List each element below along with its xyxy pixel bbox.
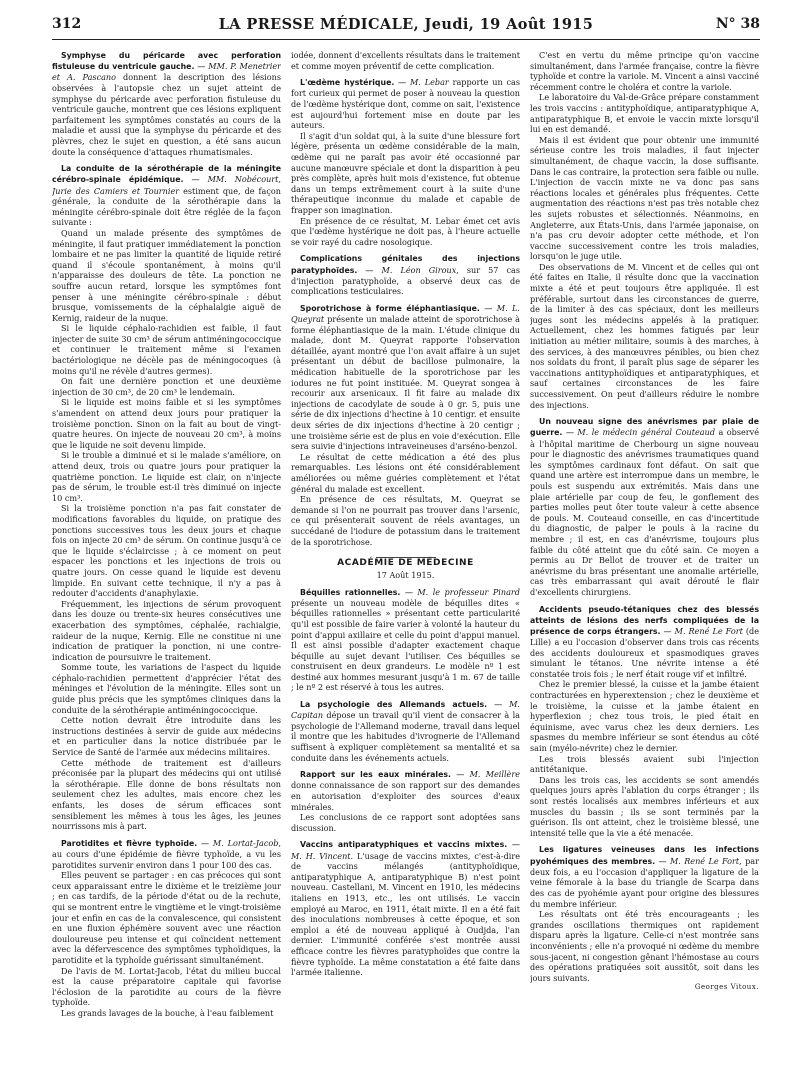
paragraph-text: C'est en vertu du même principe qu'on vaccine simultanément, dans l'armée française, contre la fièvre typhoïde et contre la variole. M. Vincent a ainsi vacciné récemment contre le choléra et contre la variole. xyxy=(530,50,759,92)
article-paragraph xyxy=(291,769,520,812)
body-paragraph xyxy=(52,450,281,503)
body-paragraph xyxy=(52,715,281,757)
article-author: — M. Meillère xyxy=(451,769,520,780)
body-paragraph xyxy=(52,758,281,832)
paragraph-text: En présence de ce résultat, M. Lebar émet cet avis que l'œdème hystérique ne doit pas, à l'heure actuelle se voir rayé du cadre nosologique. xyxy=(291,215,520,247)
paragraph-text: Le laboratoire du Val-de-Grâce prépare constamment les trois vaccins : antityphoïdique, antiparatyphique A, antiparatyphique B, et envoie le vaccin mixte lorsqu'il lui en est demandé. xyxy=(530,92,759,135)
article-paragraph xyxy=(52,50,281,157)
body-paragraph xyxy=(52,503,281,598)
article-heading: Les ligatures veineuses dans les infections pyohémiques des membres. xyxy=(530,845,759,866)
body-paragraph xyxy=(52,1008,281,1019)
paragraph-text: Si le trouble a diminué et si le malade s'améliore, on attend deux, trois ou quatre jours pour pratiquer la quatrième ponction. Le liquide est clair, on n'injecte pas de sérum, le trouble est-il très diminué on injecte 10 cm³. xyxy=(52,450,281,503)
article-paragraph xyxy=(291,587,520,694)
paragraph-text: Mais il est évident que pour obtenir une immunité sérieuse contre les trois maladies, il faut injecter simultanément, de chaque vaccin, la dose suffisante. Dans le cas contraire, la protection sera faible ou nulle. L'injection de vaccin mixte ne va donc pas sans réactions locales et générales plus fréquentes. Cette augmentation des réactions n'est pas très notable chez les sujets robustes et sélectionnés. Néanmoins, en Angleterre, aux États-Unis, dans l'armée japonaise, on n'a pas cru devoir adopter cette méthode, et l'on vaccine successivement contre les trois maladies, lorsqu'on le juge utile. xyxy=(530,134,759,262)
section-heading: ACADÉMIE DE MÉDECINE xyxy=(337,558,474,569)
article-author: — M. le professeur Pinard xyxy=(400,586,520,597)
article-paragraph xyxy=(530,844,759,909)
body-paragraph xyxy=(52,228,281,323)
body-paragraph xyxy=(530,262,759,410)
paragraph-text: Les résultats ont été très encourageants ; les grandes oscillations thermiques ont rapidement disparu après la ligature. Celle-ci n'est montrée sans inconvénients ; elle n'a provoqué ni œdème du membre sous-jacent, ni congestion gênant l'hémostase au cours des opérations pratiquées soit aussitôt, soit dans les jours suivants. xyxy=(530,909,759,983)
article-heading: Parotidites et fièvre typhoïde. xyxy=(61,838,198,848)
body-paragraph xyxy=(52,376,281,397)
paragraph-text: On fait une dernière ponction et une deuxième injection de 30 cm³, de 20 cm³ le lendemain. xyxy=(52,376,281,397)
paragraph-text: Fréquemment, les injections de sérum provoquent dans les douze ou trente-six heures consécutives une exacerbation des symptômes, céphalée, rachialgie, raideur de la nuque, Kernig. Elle ne constitue ni une indication de pratiquer la ponction, ni une contre-indication de poursuivre le traitement. xyxy=(52,598,281,662)
paragraph-text: Elles peuvent se partager : en cas précoces qui sont ceux apparaissant entre le dixième et le treizième jour ; en cas tardifs, de la période d'état ou de la rechute, qui se montrent entre le vingtième et le vingt-troisième jour et enfin en cas de la convalescence, qui consistent en une fluxion éphémère souvent avec une réaction douloureuse peu intense et qui coïncident nettement avec la défervescence des symptômes typhoïdiques, la parotidite et la typhoïde guérissant simultanément. xyxy=(52,870,281,965)
header-rule xyxy=(52,39,760,40)
paragraph-text: donne connaissance de son rapport sur des demandes en autorisation d'exploiter des sources d'eaux minérales. xyxy=(291,780,520,812)
body-paragraph xyxy=(291,494,520,547)
article-author: — M. René Le Fort xyxy=(660,625,743,636)
article-paragraph xyxy=(291,253,520,297)
article-heading: Accidents pseudo-tétaniques chez des blessés atteints de lésions des nerfs compliquées de la présence de corps étrangers. xyxy=(530,604,759,636)
paragraph-text: Chez le premier blessé, la cuisse et la jambe étaient contracturées en hyperextension ; chez le deuxième et le troisième, la cuisse et la jambe étaient en hyperflexion ; chez tous trois, le pied était en équinisme, avec varus chez les deux derniers. Les spasmes du membre inférieur se sont étendus au côté sain (myélo-névrite) chez le dernier. xyxy=(530,679,759,754)
article-heading: L'œdème hystérique. xyxy=(300,78,395,88)
article-heading: Un nouveau signe des anévrismes par plaie de guerre. xyxy=(530,417,759,438)
article-heading: Béquilles rationnelles. xyxy=(300,587,401,597)
body-paragraph xyxy=(530,679,759,753)
paragraph-text: présente un nouveau modèle de béquilles dites « béquilles rationnelles » présentant cette particularité qu'il est possible de faire varier à volonté la hauteur du point d'appui axillaire et celle du point d'appui manuel. Il est ainsi possible d'adapter exactement chaque béquille au sujet devant l'utiliser. Ces béquilles se construisent en deux grandeurs. Le modèle nº 1 est destiné aux hommes mesurant jusqu'à 1 m. 67 de taille ; le nº 2 est réservé à tous les autres. xyxy=(291,597,520,693)
paragraph-text: Si le liquide céphalo-rachidien est faible, il faut injecter de suite 30 cm³ de sérum antiméningococcique et continuer le traitement même si l'examen bactériologique ne décèle pas de méningocoques (à moins qu'il ne révèle d'autres germes). xyxy=(52,323,281,376)
body-paragraph xyxy=(52,966,281,1008)
paragraph-text: Somme toute, les variations de l'aspect du liquide céphalo-rachidien permettent d'apprécier l'état des méninges et l'évolution de la méningite. Elles sont un guide plus précis que les symptômes cliniques dans la conduite de la sérothérapie antiméningococcique. xyxy=(52,662,281,715)
article-author: — M. Capitan xyxy=(291,699,520,721)
body-paragraph xyxy=(530,135,759,262)
article-columns xyxy=(52,50,760,1076)
article-heading: Complications génitales des injections paratyphoïdes. xyxy=(291,254,520,275)
paragraph-text: (de Lille) a eu l'occasion d'observer dans trois cas récents des accidents douloureux et spasmodiques graves simulant le tétanos. Une névrite intense a été constatée trois fois ; le nerf était rouge vif et infiltré. xyxy=(530,625,759,679)
paragraph-text: a observé à l'hôpital maritime de Cherbourg un signe nouveau pour le diagnostic des anévrismes traumatiques quand les symptômes cardinaux font défaut. On sait que quand une artère est interrompue dans un membre, le pouls est suspendu aux extrémités. Mais dans une plaie artérielle par coup de feu, le gonflement des parties molles peut ôter toute valeur à cette absence de pouls. M. Couteaud conseille, en cas d'incertitude du diagnostic, de palper le pouls à la racine du membre ; il est, en cas d'anévrisme, toujours plus faible du côté atteint que du côté sain. Ce moyen a permis au Dr Bellot de trouver et de traiter un anévrisme du bras présentant une anomalie artérielle, cas très embarrassant qui avait dérouté le flair d'excellents chirurgiens. xyxy=(530,427,759,597)
paragraph-text: dépose un travail qu'il vient de consacrer à la psychologie de l'Allemand moderne, travail dans lequel il montre que les habitudes d'ivrognerie de l'Allemand suffisent à expliquer complètement sa mentalité et sa conduite dans les événements actuels. xyxy=(291,710,520,763)
author-signature: Georges Vitoux. xyxy=(694,983,759,992)
body-paragraph xyxy=(291,216,520,248)
column-1 xyxy=(52,50,281,1076)
article-heading: Vaccins antiparatyphiques et vaccins mixtes. xyxy=(300,840,508,850)
body-paragraph xyxy=(530,50,759,92)
column-2 xyxy=(291,50,520,1076)
issue-number: N° 38 xyxy=(715,16,760,32)
paragraph-text: Cette méthode de traitement est d'ailleurs préconisée par la plupart des médecins qui ont utilisé la sérothérapie. Elle donne de bons résultats non seulement chez les adultes, mais encore chez les enfants, les doses de sérum efficaces sont sensiblement les mêmes à tous les âges, les jeunes nourrissons mis à part. xyxy=(52,757,281,832)
paragraph-text: rapporte un cas fort curieux qui permet de poser à nouveau la question de l'œdème hystérique dont, comme on sait, l'existence est aujourd'hui fortement mise en doute par les auteurs. xyxy=(291,77,520,131)
paragraph-text: par deux fois, a eu l'occasion d'appliquer la ligature de la veine fémorale à la base du triangle de Scarpa dans des cas de pyohémie ayant pour origine des blessures du membre inférieur. xyxy=(530,855,759,909)
article-author: — M. le médecin général Couteaud xyxy=(562,427,716,438)
paragraph-text: Dans les trois cas, les accidents se sont amendés quelques jours après l'ablation du corps étranger ; ils sont restés localisés aux membres inférieurs et aux muscles du bassin ; ils se sont terminés par la guérison. Ils ont atteint, chez le troisième blessé, une intensité telle que la vie a été menacée. xyxy=(530,774,759,838)
paragraph-text: En présence de ces résultats, M. Queyrat se demande si l'on ne pourrait pas trouver dans l'arsenic, ce qui présenterait souvent de réels avantages, un succédané de l'iodure de potassium dans le traitement de la sporotrichose. xyxy=(291,494,520,547)
paragraph-text: Quand un malade présente des symptômes de méningite, il faut pratiquer immédiatement la ponction lombaire et ne pas limiter la quantité de liquide retiré quand il s'écoule spontanément, à moins qu'il n'apparaisse des douleurs de tête. La ponction ne souffre aucun retard, lorsque les symptômes font penser à une méningite cérébro-spinale : début brusque, vomissements de la céphalalgie aiguë de Kernig, raideur de la nuque. xyxy=(52,227,281,323)
article-paragraph xyxy=(291,303,520,452)
article-heading: Symphyse du péricarde avec perforation fistuleuse du ventricule gauche. xyxy=(52,51,281,72)
article-heading: La psychologie des Allemands actuels. xyxy=(300,700,488,710)
article-author: — MM. P. Menetrier et A. Pascano xyxy=(52,61,281,83)
body-paragraph xyxy=(52,323,281,376)
article-heading: La conduite de la sérothérapie de la méningite cérébro-spinale épidémique. xyxy=(52,164,281,185)
paragraph-text: Cette notion devrait être introduite dans les instructions destinées à servir de guide aux médecins et en particulier dans la notice distribuée par le Service de Santé de l'armée aux médecins militaires. xyxy=(52,715,281,758)
paragraph-text: Si le liquide est moins faible et si les symptômes s'amendent on attend deux jours pour pratiquer la troisième ponction. Sinon on la fait au bout de vingt-quatre heures. On injecte de nouveau 20 cm³, à moins que le liquide ne soit devenu limpide. xyxy=(52,397,281,450)
paragraph-text: au cours d'une épidémie de fièvre typhoïde, a vu les parotidites survenir environ dans 1 pour 100 des cas. xyxy=(52,848,281,870)
article-author: — M. Lortat-Jacob, xyxy=(197,837,281,848)
article-paragraph xyxy=(291,699,520,763)
body-paragraph xyxy=(291,812,520,833)
paragraph-text: Des observations de M. Vincent et de celles qui ont été faites en Italie, il résulte donc que la vaccination mixte a été et peut toujours être appliquée. Il est préférable, surtout dans les circonstances de guerre, de la limiter à des cas spéciaux, dont les meilleurs juges sont les médecins appelés à la pratiquer. Actuellement, chez les hommes fatigués par leur initiation au métier militaire, soumis à des marches, à des services, à des manœuvres pénibles, ou bien chez nos soldats du front, il paraît plus sage de séparer les vaccinations antityphoïdiques et antiparatyphiques, et sauf certaines circonstances de les faire successivement. On peut d'ailleurs réduire le nombre des injections. xyxy=(530,261,759,410)
body-paragraph xyxy=(52,397,281,450)
session-date: 17 Août 1915. xyxy=(376,569,435,580)
paragraph-text: Les conclusions de ce rapport sont adoptées sans discussion. xyxy=(291,812,520,833)
paragraph-text: Le résultat de cette médication a été des plus remarquables. Les lésions ont été considérablement améliorées ou même guéries complètement et l'état général du malade est excellent. xyxy=(291,451,520,494)
article-author: — M. L. Queyrat xyxy=(291,302,520,325)
body-paragraph xyxy=(291,131,520,216)
article-paragraph xyxy=(291,839,520,977)
article-paragraph xyxy=(530,416,759,597)
body-paragraph xyxy=(291,452,520,494)
paragraph-text: Si la troisième ponction n'a pas fait constater de modifications favorables du liquide, on pratique des ponctions successives tous les deux jours et chaque fois on injecte 20 cm³ de sérum. On continue jusqu'à ce que le liquide s'éclaircisse ; à ce moment on peut espacer les ponctions et les injections de trois ou quatre jours. On cesse quand le liquide est devenu limpide. En suivant cette technique, il n'y a pas à redouter d'accidents d'anaphylaxie. xyxy=(52,503,281,599)
article-heading: Rapport sur les eaux minérales. xyxy=(300,770,451,780)
body-paragraph xyxy=(530,775,759,839)
paragraph-text: De l'avis de M. Lortat-Jacob, l'état du milieu buccal est la cause préparatoire capitale qui favorise l'éclosion de la parotidite au cours de la fièvre typhoïde. xyxy=(52,965,281,1008)
page-number: 312 xyxy=(52,16,82,32)
paragraph-text: estiment que, de façon générale, la conduite de la sérothérapie dans la méningite cérébro-spinale doit être réglée de la façon suivante : xyxy=(52,185,281,228)
body-paragraph xyxy=(52,662,281,715)
paragraph-text: Les grands lavages de la bouche, à l'eau faiblement xyxy=(61,1007,274,1018)
article-author: — M. Léon Giroux, xyxy=(357,264,459,275)
article-author: — MM. Nobécourt, Jurie des Camiers et Tournier xyxy=(52,174,281,196)
article-paragraph xyxy=(52,163,281,228)
article-paragraph xyxy=(52,838,281,870)
journal-title: LA PRESSE MÉDICALE, Jeudi, 19 Août 1915 xyxy=(218,16,594,33)
body-paragraph xyxy=(52,599,281,663)
article-paragraph xyxy=(291,77,520,131)
paragraph-text: iodée, donnent d'excellents résultats dans le traitement et comme moyen préventif de cette complication. xyxy=(291,50,520,71)
article-author: — M. Lebar xyxy=(394,77,449,88)
article-paragraph xyxy=(530,604,759,680)
paragraph-text: Les trois blessés avaient subi l'injection antitétanique. xyxy=(530,753,759,775)
article-author: — M. René Le Fort, xyxy=(655,855,742,866)
body-paragraph xyxy=(530,92,759,134)
column-3 xyxy=(530,50,759,1076)
paragraph-text: Il s'agit d'un soldat qui, à la suite d'une blessure fort légère, présenta un œdème considérable de la main, œdème qui ne paraît pas avoir été occasionné par aucune manœuvre spéciale et dont la disparition à peu près complète, après huit mois d'existence, fut obtenue dans un temps extrêmement court à la suite d'une thérapeutique inconnue du malade et capable de frapper son imagination. xyxy=(291,130,520,215)
body-paragraph xyxy=(530,909,759,983)
paragraph-text: L'usage de vaccins mixtes, c'est-à-dire de vaccins mélangés (antityphoïdique, antiparatyphique A, antiparatyphique B) n'est point nouveau. Castellani, M. Vincent en 1910, les médecins italiens en 1913, etc., les ont utilisés. Le vaccin employé au Maroc, en 1911, était mixte. Il en a été fait des inoculations nombreuses à cette époque, et son emploi a été de nouveau appliqué à Oudjda, l'an dernier. L'immunité conférée s'est montrée aussi efficace contre les fièvres paratyphoïdes que contre la fièvre typhoïde. La même constatation a été faite dans l'armée italienne. xyxy=(291,850,520,978)
article-heading: Sporotrichose à forme éléphantiasique. xyxy=(300,303,480,313)
paragraph-text: donnent la description des lésions observées à l'autopsie chez un sujet atteint de symphyse du péricarde avec perforation fistuleuse du ventricule gauche, montrent que ces lésions expliquent parfaitement les symptômes constatés au cours de la maladie et aussi que la symphyse du péricarde et des plèvres, chez le sujet en question, a été sans aucun doute la conséquence d'attaques rhumatismales. xyxy=(52,72,281,157)
paragraph-text: présente un malade atteint de sporotrichose à forme éléphantiasique de la main. L'étude clinique du malade, dont M. Queyrat rapporte l'observation détaillée, ayant montré que l'on avait affaire à un sujet présentant un début de bacillose pulmonaire, la médication habituelle de la sporotrichose par les iodures ne fut point instituée. M. Queyrat songea à recourir aux arsenicaux. Il fit faire au malade dix injections de cacodylate de soude à 0 gr. 5, puis une série de dix injections d'hectine à 10 centigr. et ensuite deux séries de dix injections d'hectine à 20 centigr ; une troisième série est de plus en voie d'exécution. Elle sera suivie d'injections intraveineuses d'arséno-benzol. xyxy=(291,314,520,452)
body-paragraph xyxy=(530,754,759,775)
article-author: — M. H. Vincent. xyxy=(291,839,520,861)
paragraph-text: sur 57 cas d'injection paratyphoïde, a observé deux cas de complications testiculaires. xyxy=(291,264,520,297)
body-paragraph xyxy=(291,50,520,71)
body-paragraph xyxy=(52,870,281,965)
page-header xyxy=(52,14,760,38)
